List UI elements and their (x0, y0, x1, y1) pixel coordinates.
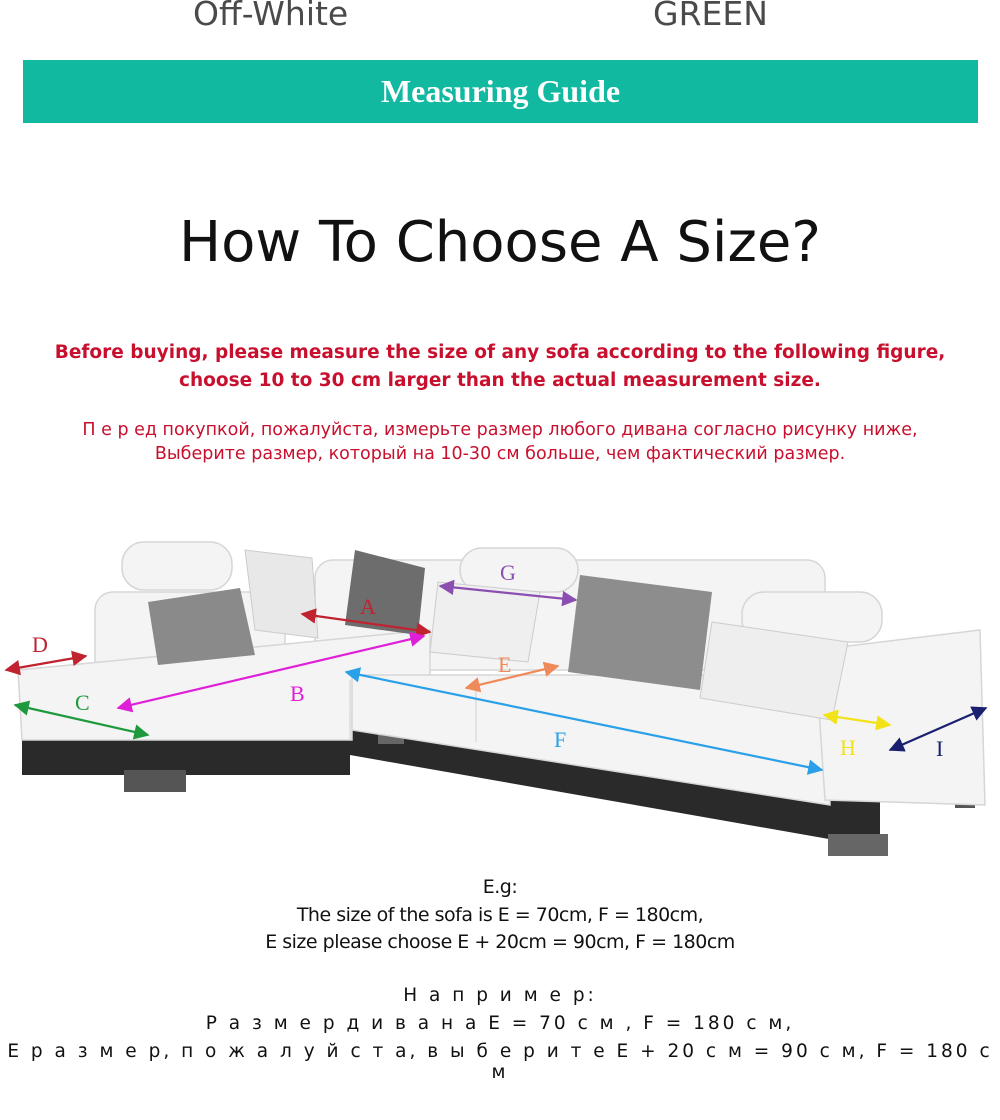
label-h: H (840, 735, 856, 760)
label-a: A (360, 594, 376, 619)
label-g: G (500, 560, 516, 585)
example-en-line-1: The size of the sofa is E = 70cm, F = 180cm, (296, 904, 704, 926)
label-d: D (32, 632, 48, 657)
measuring-guide-banner (23, 60, 978, 123)
example-ru-line-1: Р а з м е р д и в а н а E = 70 с м , F = 180 с м, (205, 1013, 795, 1034)
page-title: How To Choose A Size? (178, 210, 822, 275)
example-en-title: E.g: (482, 876, 518, 898)
label-b: B (290, 681, 305, 706)
banner-label: Measuring Guide (380, 73, 621, 109)
label-i: I (936, 736, 944, 761)
instruction-en-line-2: choose 10 to 30 cm larger than the actual measurement size. (179, 370, 821, 391)
color-option-green[interactable]: GREEN (653, 0, 768, 33)
example-ru-title: Н а п р и м е р: (403, 985, 597, 1006)
example-en-line-2: E size please choose E + 20cm = 90cm, F = 180cm (265, 931, 735, 953)
label-c: C (75, 690, 90, 715)
example-ru-line-2: Е р а з м е р, п о ж а л у й с т а, в ы б е р и т е E + 20 с м = 90 с м, F = 180 с м (7, 1041, 993, 1083)
sofa-measurement-diagram (0, 530, 1000, 870)
label-e: E (498, 652, 512, 677)
instruction-ru-line-1: П е р ед покупкой, пожалуйста, измерьте размер любого дивана согласно рисунку ниже, (82, 420, 918, 440)
label-f: F (554, 727, 567, 752)
color-option-off-white[interactable]: Off-White (193, 0, 349, 33)
instruction-en-line-1: Before buying, please measure the size of any sofa according to the following figure, (54, 342, 946, 363)
instruction-ru-line-2: Выберите размер, который на 10-30 см больше, чем фактический размер. (154, 444, 846, 464)
